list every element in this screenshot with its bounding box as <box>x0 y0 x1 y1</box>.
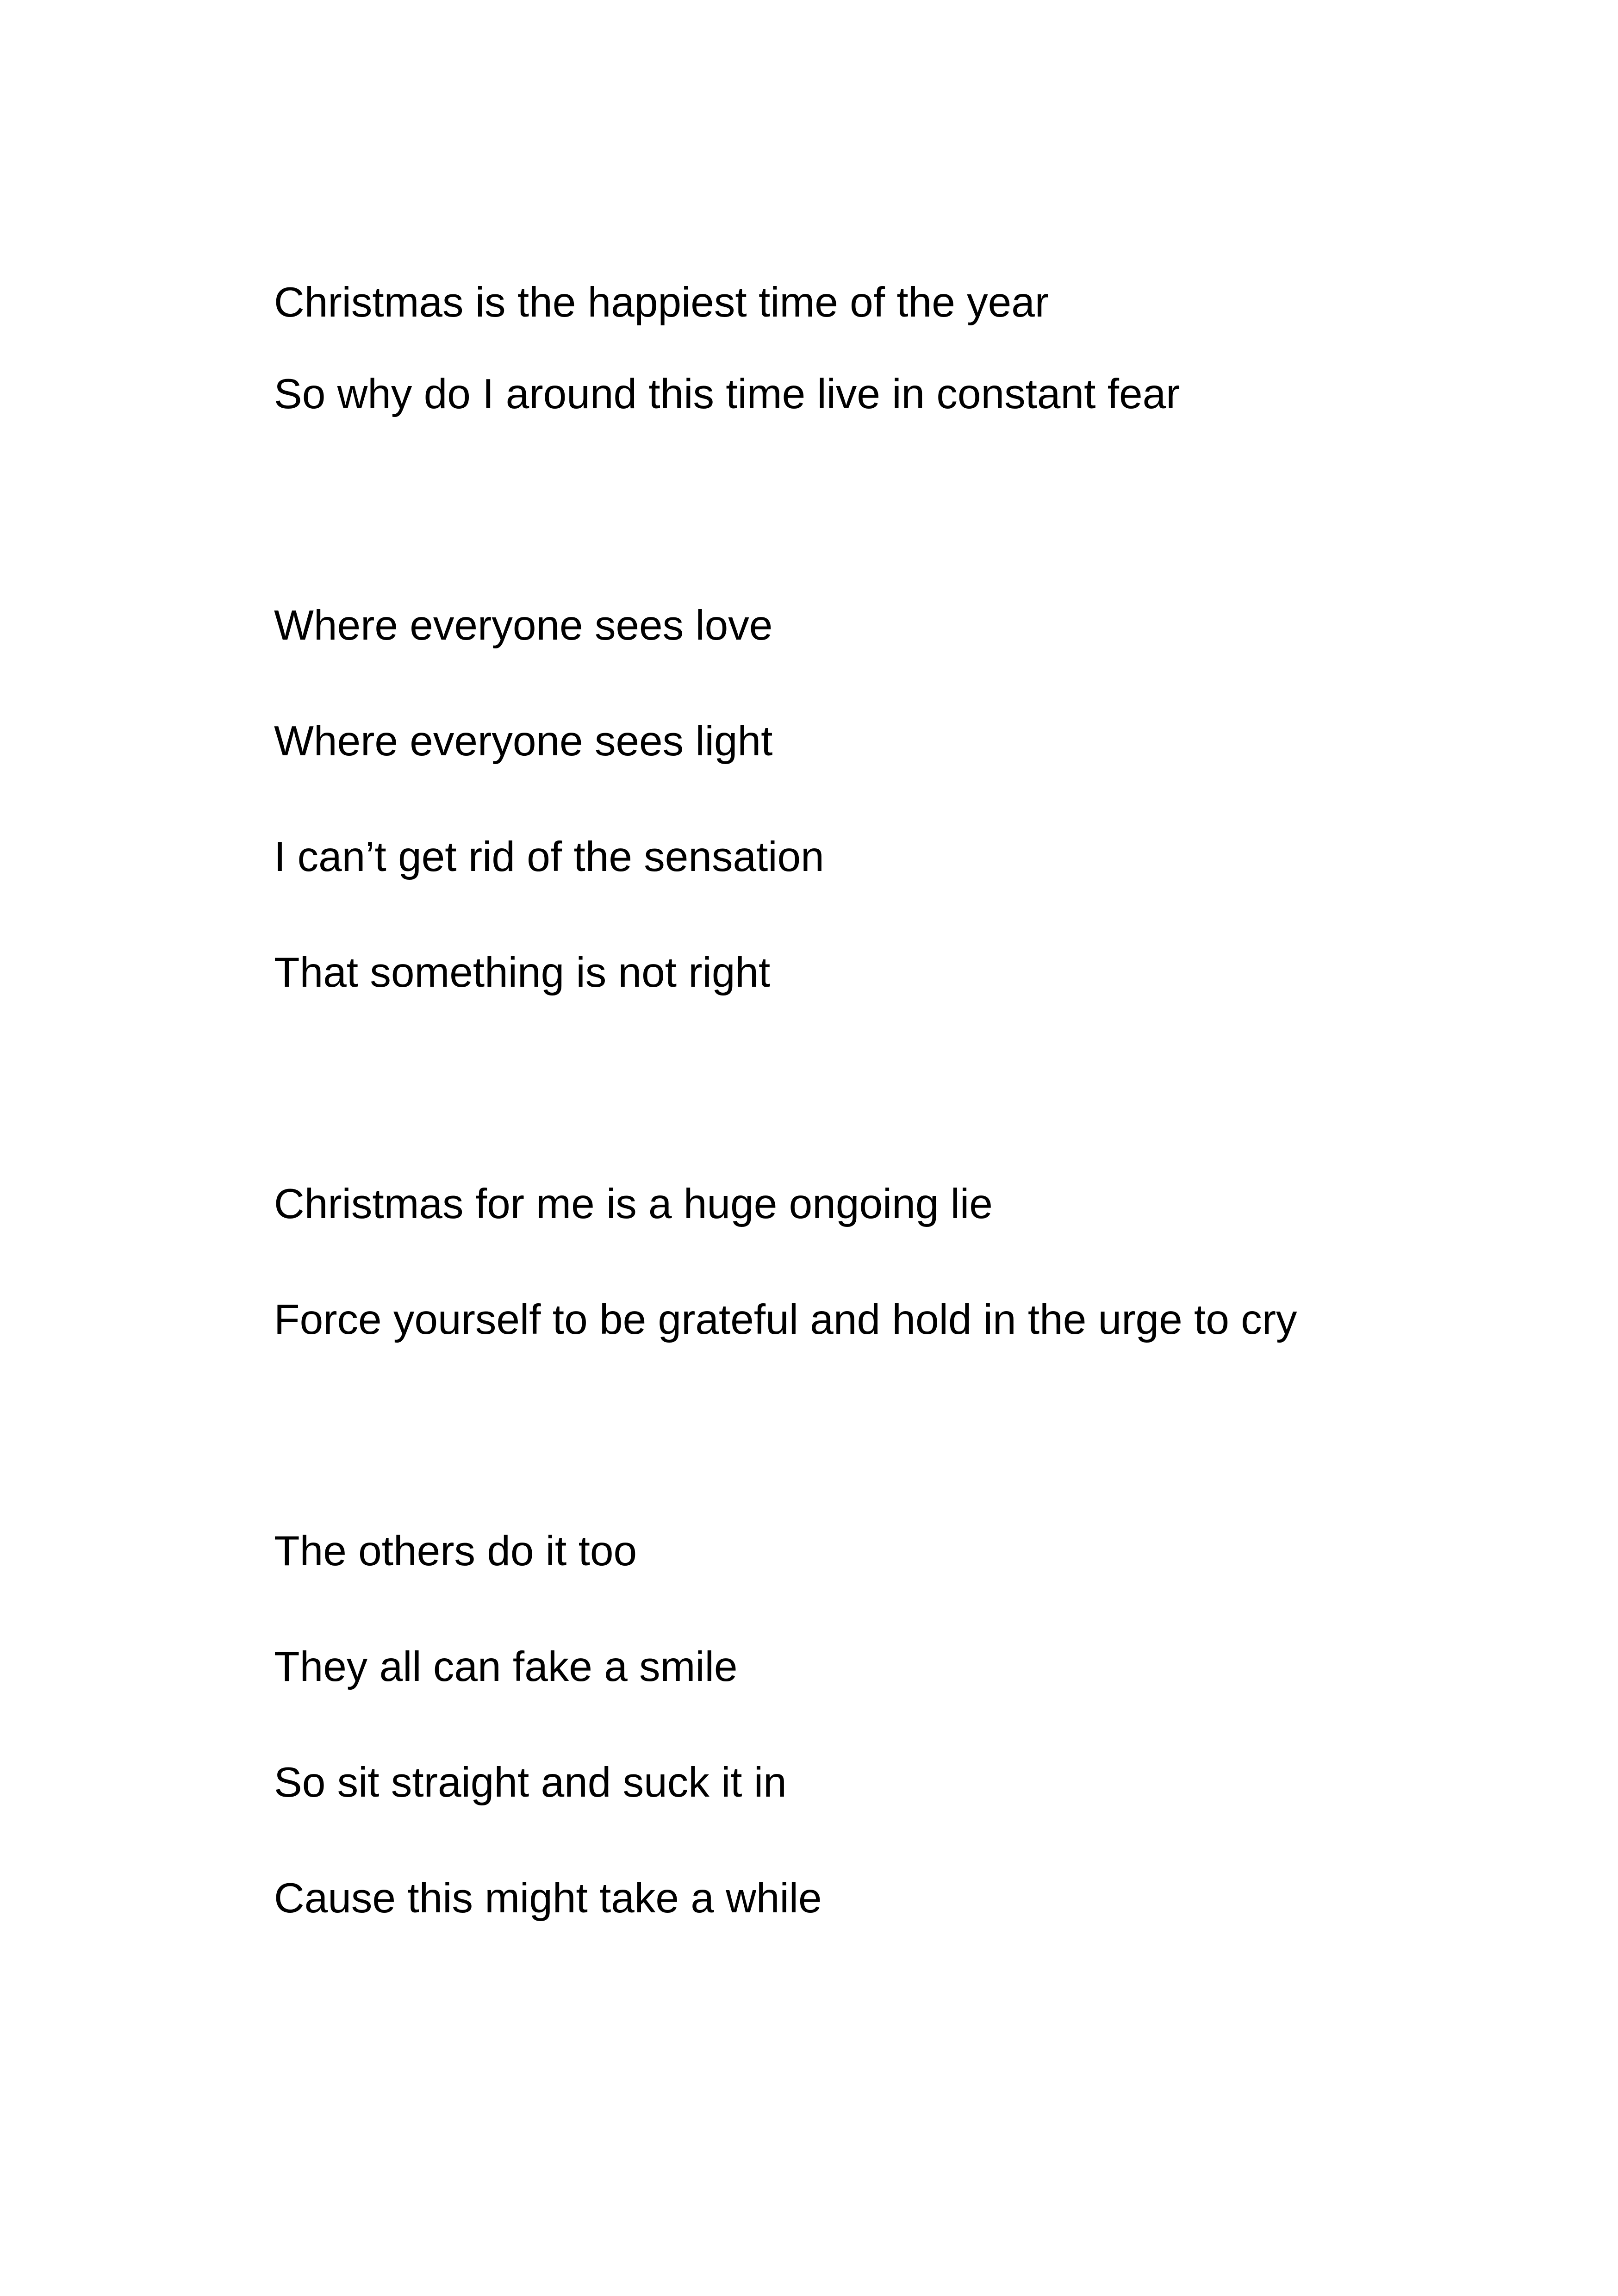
poem-line: Where everyone sees love <box>274 602 773 649</box>
poem-line: That something is not right <box>274 949 771 996</box>
poem-line: They all can fake a smile <box>274 1643 738 1690</box>
poem-line: So why do I around this time live in constant fear <box>274 371 1180 417</box>
poem-line: The others do it too <box>274 1528 637 1574</box>
poem-line: I can’t get rid of the sensation <box>274 834 824 880</box>
poem-line: So sit straight and suck it in <box>274 1759 787 1806</box>
poem-line: Where everyone sees light <box>274 718 773 765</box>
poem-line: Force yourself to be grateful and hold in the urge to cry <box>274 1296 1297 1343</box>
poem-line: Christmas for me is a huge ongoing lie <box>274 1181 993 1227</box>
poem-line: Cause this might take a while <box>274 1875 822 1922</box>
poem-line: Christmas is the happiest time of the year <box>274 279 1049 326</box>
